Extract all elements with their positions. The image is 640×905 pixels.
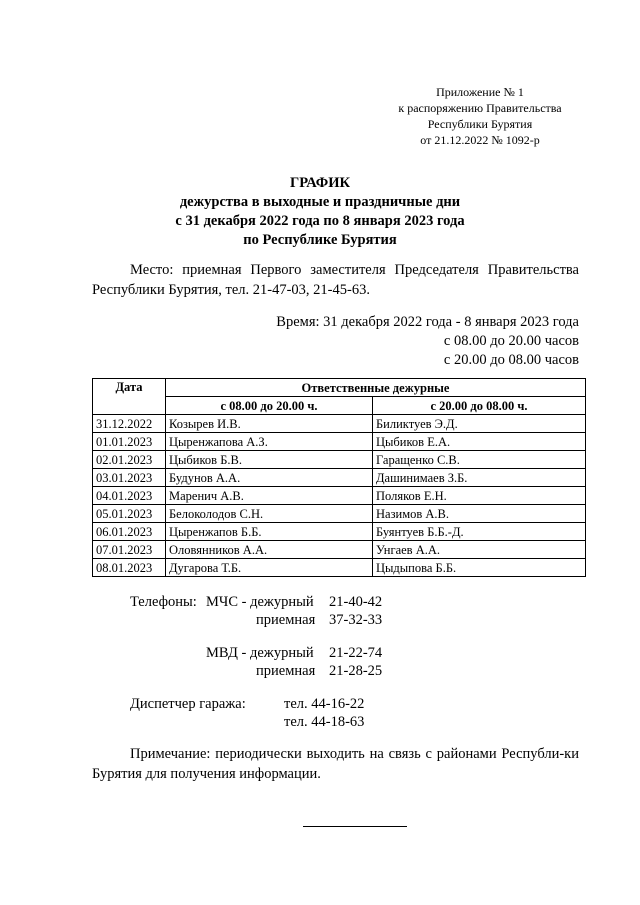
night-shift-cell: Поляков Е.Н. bbox=[373, 487, 586, 505]
mchs-duty-label: МЧС - дежурный bbox=[206, 594, 314, 610]
mvd-reception-label: приемная bbox=[256, 663, 316, 679]
night-shift-cell: Буянтуев Б.Б.-Д. bbox=[373, 523, 586, 541]
day-shift-cell: Белоколодов С.Н. bbox=[166, 505, 373, 523]
date-cell: 04.01.2023 bbox=[93, 487, 166, 505]
day-shift-cell: Дугарова Т.Б. bbox=[166, 559, 373, 577]
night-shift-cell: Унгаев А.А. bbox=[373, 541, 586, 559]
date-cell: 31.12.2022 bbox=[93, 415, 166, 433]
date-cell: 02.01.2023 bbox=[93, 451, 166, 469]
title-line-1: ГРАФИК bbox=[289, 175, 351, 191]
mvd-reception-number: 21-28-25 bbox=[329, 663, 383, 679]
mvd-duty-number: 21-22-74 bbox=[329, 645, 383, 661]
date-cell: 03.01.2023 bbox=[93, 469, 166, 487]
date-cell: 01.01.2023 bbox=[93, 433, 166, 451]
header-responsible: Ответственные дежурные bbox=[166, 379, 586, 397]
day-shift-cell: Козырев И.В. bbox=[166, 415, 373, 433]
night-shift-cell: Гаращенко С.В. bbox=[373, 451, 586, 469]
night-shift-cell: Цыдыпова Б.Б. bbox=[373, 559, 586, 577]
date-cell: 08.01.2023 bbox=[93, 559, 166, 577]
garage-label: Диспетчер гаража: bbox=[130, 696, 246, 712]
date-cell: 07.01.2023 bbox=[93, 541, 166, 559]
header-shift-night: с 20.00 до 08.00 ч. bbox=[373, 397, 586, 415]
date-cell: 06.01.2023 bbox=[93, 523, 166, 541]
title-line-3: с 31 декабря 2022 года по 8 января 2023 года bbox=[175, 213, 465, 229]
day-shift-cell: Цыренжапова А.З. bbox=[166, 433, 373, 451]
title-line-4: по Республике Бурятия bbox=[243, 232, 397, 248]
title-line-2: дежурства в выходные и праздничные дни bbox=[179, 194, 461, 210]
time-line-2: с 08.00 до 20.00 часов bbox=[443, 333, 579, 349]
bottom-divider bbox=[303, 826, 407, 827]
appendix-line-2: к распоряжению Правительства bbox=[398, 101, 562, 115]
garage-tel-1: тел. 44-16-22 bbox=[284, 696, 365, 712]
mchs-reception-number: 37-32-33 bbox=[329, 612, 383, 628]
note-text: Примечание: периодически выходить на связь с районами Республи-ки Бурятия для получения информации. bbox=[92, 746, 579, 782]
time-line-3: с 20.00 до 08.00 часов bbox=[443, 352, 579, 368]
mvd-duty-label: МВД - дежурный bbox=[206, 645, 314, 661]
header-shift-day: с 08.00 до 20.00 ч. bbox=[166, 397, 373, 415]
phones-label: Телефоны: bbox=[130, 594, 197, 610]
day-shift-cell: Оловянников А.А. bbox=[166, 541, 373, 559]
night-shift-cell: Назимов А.В. bbox=[373, 505, 586, 523]
appendix-line-1: Приложение № 1 bbox=[436, 85, 524, 99]
day-shift-cell: Цыренжапов Б.Б. bbox=[166, 523, 373, 541]
appendix-line-4: от 21.12.2022 № 1092-р bbox=[420, 133, 540, 147]
garage-tel-2: тел. 44-18-63 bbox=[284, 714, 365, 730]
header-date: Дата bbox=[93, 379, 166, 415]
date-cell: 05.01.2023 bbox=[93, 505, 166, 523]
appendix-line-3: Республики Бурятия bbox=[427, 117, 533, 131]
day-shift-cell: Будунов А.А. bbox=[166, 469, 373, 487]
mchs-reception-label: приемная bbox=[256, 612, 316, 628]
place-text: Место: приемная Первого заместителя Председателя Правительства Республики Бурятия, тел. 21-47-03, 21-45-63. bbox=[92, 262, 579, 298]
day-shift-cell: Маренич А.В. bbox=[166, 487, 373, 505]
night-shift-cell: Биликтуев Э.Д. bbox=[373, 415, 586, 433]
night-shift-cell: Цыбиков Е.А. bbox=[373, 433, 586, 451]
day-shift-cell: Цыбиков Б.В. bbox=[166, 451, 373, 469]
mchs-duty-number: 21-40-42 bbox=[329, 594, 383, 610]
time-line-1: Время: 31 декабря 2022 года - 8 января 2023 года bbox=[276, 314, 579, 330]
note-paragraph bbox=[92, 744, 579, 784]
night-shift-cell: Дашинимаев З.Б. bbox=[373, 469, 586, 487]
